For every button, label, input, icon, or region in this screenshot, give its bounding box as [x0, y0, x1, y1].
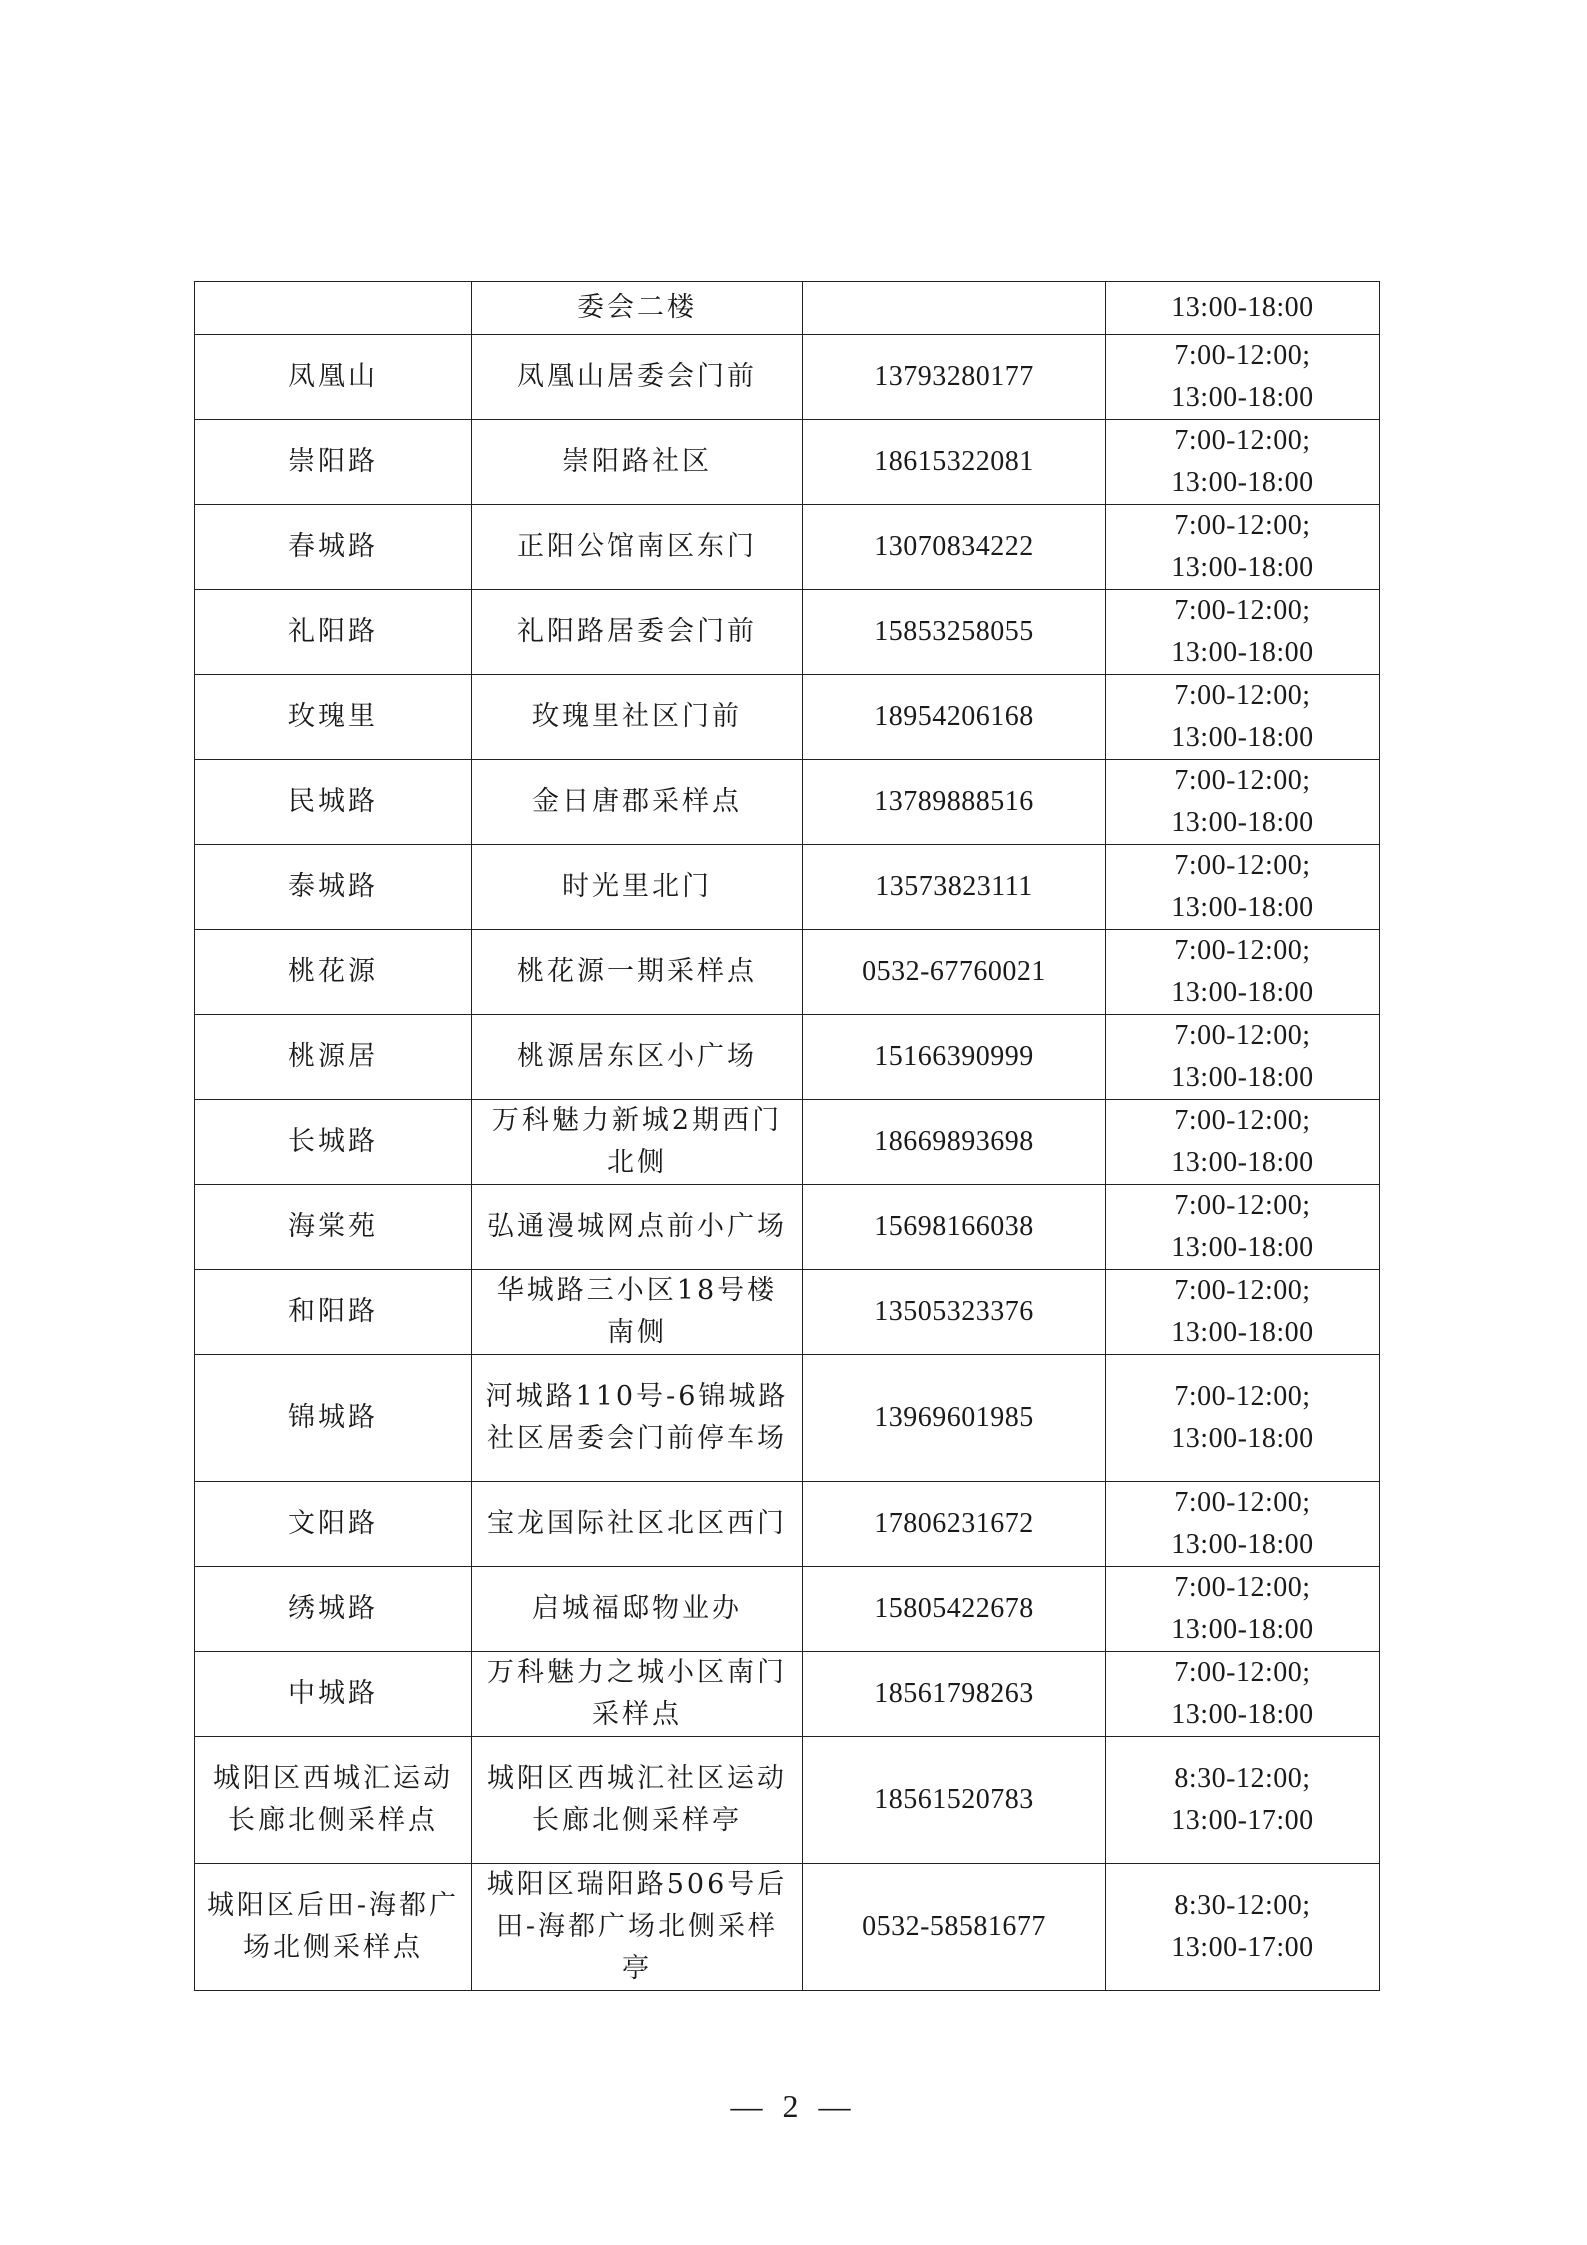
hours-line: 8:30-12:00;	[1174, 1763, 1311, 1794]
hours-line: 7:00-12:00;	[1174, 1381, 1311, 1412]
site-location-cell: 弘通漫城网点前小广场	[472, 1185, 803, 1270]
opening-hours-cell	[1106, 420, 1380, 505]
site-name-cell: 城阳区后田-海都广场北侧采样点	[195, 1864, 472, 1991]
hours-line: 13:00-18:00	[1171, 292, 1314, 323]
hours-line: 7:00-12:00;	[1174, 850, 1311, 881]
site-location-cell: 金日唐郡采样点	[472, 760, 803, 845]
contact-phone-cell: 15166390999	[803, 1015, 1106, 1100]
site-name-cell: 泰城路	[195, 845, 472, 930]
hours-line: 7:00-12:00;	[1174, 1657, 1311, 1688]
site-name-cell: 绣城路	[195, 1567, 472, 1652]
site-name-cell: 凤凰山	[195, 335, 472, 420]
site-name-cell: 锦城路	[195, 1355, 472, 1482]
hours-line: 13:00-18:00	[1171, 637, 1314, 668]
contact-phone-cell	[803, 282, 1106, 335]
site-location-cell: 启城福邸物业办	[472, 1567, 803, 1652]
table-row	[195, 675, 1380, 760]
hours-line: 13:00-18:00	[1171, 977, 1314, 1008]
contact-phone-cell: 0532-67760021	[803, 930, 1106, 1015]
table-row	[195, 1864, 1380, 1991]
hours-line: 13:00-18:00	[1171, 1317, 1314, 1348]
table-body	[195, 282, 1380, 1991]
table-row	[195, 505, 1380, 590]
opening-hours-cell	[1106, 1864, 1380, 1991]
opening-hours-cell	[1106, 1015, 1380, 1100]
opening-hours-cell	[1106, 1652, 1380, 1737]
opening-hours-cell	[1106, 1567, 1380, 1652]
page-number: — 2 —	[730, 2088, 857, 2124]
site-name-cell	[195, 282, 472, 335]
hours-line: 13:00-18:00	[1171, 1062, 1314, 1093]
contact-phone-cell: 18561798263	[803, 1652, 1106, 1737]
hours-line: 13:00-18:00	[1171, 1614, 1314, 1645]
hours-line: 7:00-12:00;	[1174, 425, 1311, 456]
hours-line: 13:00-18:00	[1171, 1423, 1314, 1454]
site-name-cell: 崇阳路	[195, 420, 472, 505]
contact-phone-cell: 13070834222	[803, 505, 1106, 590]
opening-hours-cell	[1106, 505, 1380, 590]
hours-line: 13:00-17:00	[1171, 1805, 1314, 1836]
contact-phone-cell: 13793280177	[803, 335, 1106, 420]
opening-hours-cell	[1106, 760, 1380, 845]
table-row	[195, 1270, 1380, 1355]
site-name-cell: 桃花源	[195, 930, 472, 1015]
hours-line: 7:00-12:00;	[1174, 1572, 1311, 1603]
table-row	[195, 282, 1380, 335]
hours-line: 13:00-18:00	[1171, 1232, 1314, 1263]
opening-hours-cell	[1106, 1270, 1380, 1355]
contact-phone-cell: 13573823111	[803, 845, 1106, 930]
site-name-cell: 玫瑰里	[195, 675, 472, 760]
hours-line: 13:00-18:00	[1171, 1699, 1314, 1730]
site-name-cell: 桃源居	[195, 1015, 472, 1100]
site-name-cell: 城阳区西城汇运动长廊北侧采样点	[195, 1737, 472, 1864]
hours-line: 7:00-12:00;	[1174, 340, 1311, 371]
opening-hours-cell	[1106, 1355, 1380, 1482]
table-row	[195, 1355, 1380, 1482]
opening-hours-cell	[1106, 845, 1380, 930]
hours-line: 7:00-12:00;	[1174, 1105, 1311, 1136]
opening-hours-cell	[1106, 590, 1380, 675]
opening-hours-cell	[1106, 1737, 1380, 1864]
site-name-cell: 长城路	[195, 1100, 472, 1185]
hours-line: 8:30-12:00;	[1174, 1890, 1311, 1921]
hours-line: 13:00-18:00	[1171, 552, 1314, 583]
site-location-cell: 时光里北门	[472, 845, 803, 930]
table-row	[195, 845, 1380, 930]
hours-line: 13:00-18:00	[1171, 467, 1314, 498]
hours-line: 7:00-12:00;	[1174, 680, 1311, 711]
site-location-cell: 宝龙国际社区北区西门	[472, 1482, 803, 1567]
table-row	[195, 420, 1380, 505]
site-location-cell: 城阳区西城汇社区运动长廊北侧采样亭	[472, 1737, 803, 1864]
site-location-cell: 桃花源一期采样点	[472, 930, 803, 1015]
hours-line: 13:00-18:00	[1171, 1529, 1314, 1560]
hours-line: 13:00-18:00	[1171, 722, 1314, 753]
sampling-sites-table	[194, 281, 1380, 1991]
table-row	[195, 1737, 1380, 1864]
opening-hours-cell	[1106, 1482, 1380, 1567]
contact-phone-cell: 15853258055	[803, 590, 1106, 675]
site-name-cell: 礼阳路	[195, 590, 472, 675]
site-name-cell: 中城路	[195, 1652, 472, 1737]
opening-hours-cell	[1106, 1100, 1380, 1185]
site-location-cell: 万科魅力之城小区南门采样点	[472, 1652, 803, 1737]
site-location-cell: 河城路110号-6锦城路社区居委会门前停车场	[472, 1355, 803, 1482]
table-row	[195, 930, 1380, 1015]
hours-line: 7:00-12:00;	[1174, 1487, 1311, 1518]
contact-phone-cell: 13789888516	[803, 760, 1106, 845]
table-row	[195, 1652, 1380, 1737]
contact-phone-cell: 15698166038	[803, 1185, 1106, 1270]
site-location-cell: 凤凰山居委会门前	[472, 335, 803, 420]
hours-line: 7:00-12:00;	[1174, 595, 1311, 626]
site-name-cell: 和阳路	[195, 1270, 472, 1355]
table-row	[195, 1015, 1380, 1100]
table-row	[195, 1567, 1380, 1652]
site-name-cell: 春城路	[195, 505, 472, 590]
table-row	[195, 760, 1380, 845]
site-name-cell: 海棠苑	[195, 1185, 472, 1270]
hours-line: 7:00-12:00;	[1174, 1275, 1311, 1306]
table-row	[195, 590, 1380, 675]
hours-line: 13:00-18:00	[1171, 1147, 1314, 1178]
site-location-cell: 礼阳路居委会门前	[472, 590, 803, 675]
site-name-cell: 民城路	[195, 760, 472, 845]
hours-line: 13:00-17:00	[1171, 1932, 1314, 1963]
opening-hours-cell	[1106, 282, 1380, 335]
site-location-cell: 崇阳路社区	[472, 420, 803, 505]
site-location-cell: 万科魅力新城2期西门北侧	[472, 1100, 803, 1185]
contact-phone-cell: 17806231672	[803, 1482, 1106, 1567]
site-location-cell: 正阳公馆南区东门	[472, 505, 803, 590]
hours-line: 7:00-12:00;	[1174, 935, 1311, 966]
site-name-cell: 文阳路	[195, 1482, 472, 1567]
contact-phone-cell: 0532-58581677	[803, 1864, 1106, 1991]
site-location-cell: 玫瑰里社区门前	[472, 675, 803, 760]
contact-phone-cell: 18615322081	[803, 420, 1106, 505]
contact-phone-cell: 18954206168	[803, 675, 1106, 760]
opening-hours-cell	[1106, 930, 1380, 1015]
hours-line: 7:00-12:00;	[1174, 510, 1311, 541]
hours-line: 7:00-12:00;	[1174, 765, 1311, 796]
hours-line: 13:00-18:00	[1171, 382, 1314, 413]
opening-hours-cell	[1106, 675, 1380, 760]
table-row	[195, 335, 1380, 420]
table-row	[195, 1482, 1380, 1567]
contact-phone-cell: 13505323376	[803, 1270, 1106, 1355]
table-row	[195, 1185, 1380, 1270]
site-location-cell: 城阳区瑞阳路506号后田-海都广场北侧采样亭	[472, 1864, 803, 1991]
hours-line: 13:00-18:00	[1171, 807, 1314, 838]
contact-phone-cell: 18561520783	[803, 1737, 1106, 1864]
hours-line: 7:00-12:00;	[1174, 1190, 1311, 1221]
contact-phone-cell: 18669893698	[803, 1100, 1106, 1185]
contact-phone-cell: 13969601985	[803, 1355, 1106, 1482]
site-location-cell: 委会二楼	[472, 282, 803, 335]
opening-hours-cell	[1106, 335, 1380, 420]
hours-line: 13:00-18:00	[1171, 892, 1314, 923]
opening-hours-cell	[1106, 1185, 1380, 1270]
table-row	[195, 1100, 1380, 1185]
site-location-cell: 桃源居东区小广场	[472, 1015, 803, 1100]
contact-phone-cell: 15805422678	[803, 1567, 1106, 1652]
site-location-cell: 华城路三小区18号楼南侧	[472, 1270, 803, 1355]
hours-line: 7:00-12:00;	[1174, 1020, 1311, 1051]
